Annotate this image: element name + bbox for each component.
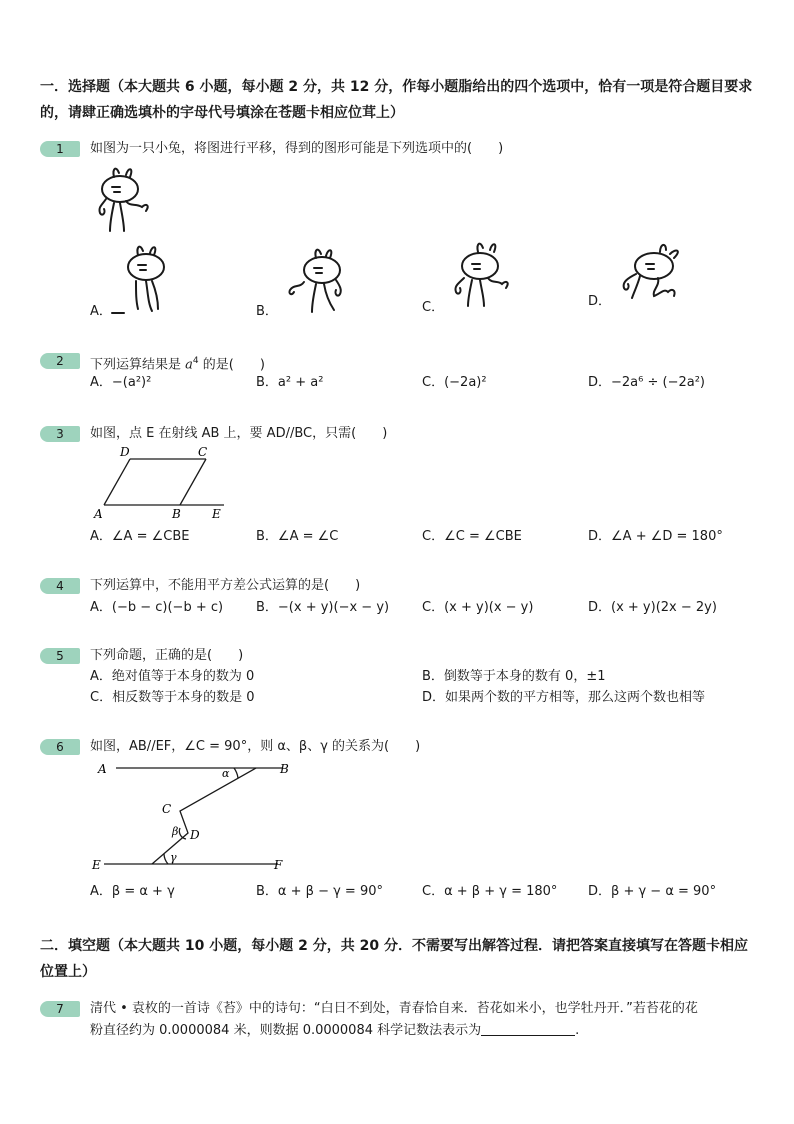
question-1-option-a[interactable]: A．	[90, 304, 112, 319]
figure-6-label-b: B	[280, 762, 289, 776]
figure-6-label-e: E	[92, 858, 101, 872]
question-7-stem-line-1: 清代 • 袁枚的一首诗《苔》中的诗句：“白日不到处，青春恰自来．苔花如米小，也学牡丹开．”若苔花的花	[90, 1001, 698, 1016]
figure-3-label-b: B	[172, 507, 181, 521]
question-3-option-c[interactable]: C．∠C = ∠CBE	[422, 529, 522, 544]
question-7-stem-end: .	[575, 1023, 580, 1038]
question-2-option-b[interactable]: B．a² + a²	[256, 375, 324, 390]
question-number-1: 1	[40, 141, 80, 157]
question-4-option-c[interactable]: C．(x + y)(x − y)	[422, 600, 534, 615]
question-2-option-a[interactable]: A．−(a²)²	[90, 375, 152, 390]
rabbit-option-d-figure	[610, 242, 690, 304]
section-1-title: 一．选择题（本大题共 6 小题，每小题 2 分，共 12 分，作每小题脂给出的四个选项中，恰有一项是符合题目要求的，请肆正确选填朴的宇母代号填涂在苍题卡相应位茸上）	[40, 79, 753, 121]
rabbit-option-b-figure	[282, 244, 352, 316]
question-5-stem: 下列命题，正确的是( )	[90, 648, 244, 663]
question-2-stem-post: 的是( )	[202, 357, 265, 373]
figure-6-label-d: D	[190, 828, 200, 842]
figure-6-label-f: F	[274, 858, 283, 872]
question-5-option-d[interactable]: D．如果两个数的平方相等，那么这两个数也相等	[422, 690, 706, 705]
question-number-5: 5	[40, 648, 80, 664]
section-2-title: 二．填空题（本大题共 10 小题，每小题 2 分，共 20 分．不需要写出解答过程．请把答案直接填写在答题卡相应位置上）	[40, 938, 748, 980]
question-6-stem: 如图，AB//EF，∠C = 90°，则 α、β、γ 的关系为( )	[90, 739, 421, 754]
question-5-option-a[interactable]: A．绝对值等于本身的数为 0	[90, 669, 255, 684]
question-1-stem: 如图为一只小兔，将图进行平移，得到的图形可能是下列选项中的( )	[90, 141, 504, 156]
figure-6-label-gamma: γ	[170, 851, 177, 864]
question-6-option-d[interactable]: D．β + γ − α = 90°	[588, 884, 717, 899]
question-5-option-b[interactable]: B．倒数等于本身的数有 0，±1	[422, 669, 606, 684]
figure-3-label-a: A	[94, 507, 103, 521]
question-2-stem-expr: a	[185, 357, 193, 373]
question-4-option-a[interactable]: A．(−b − c)(−b + c)	[90, 600, 224, 615]
question-number-3: 3	[40, 426, 80, 442]
question-3-option-a[interactable]: A．∠A = ∠CBE	[90, 529, 190, 544]
question-2-option-c[interactable]: C．(−2a)²	[422, 375, 487, 390]
question-3-option-d[interactable]: D．∠A + ∠D = 180°	[588, 529, 723, 544]
rabbit-option-a-figure	[108, 243, 170, 315]
question-number-4: 4	[40, 578, 80, 594]
question-7-stem-text: 粉直径约为 0.0000084 米，则数据 0.0000084 科学记数法表示为	[90, 1023, 482, 1038]
question-6-option-c[interactable]: C．α + β + γ = 180°	[422, 884, 558, 899]
question-1-option-b[interactable]: B．	[256, 304, 278, 319]
question-4-option-b[interactable]: B．−(x + y)(−x − y)	[256, 600, 390, 615]
question-2-stem	[90, 351, 265, 375]
parallelogram-figure	[88, 444, 238, 522]
parallel-lines-figure	[88, 757, 300, 879]
rabbit-original-figure	[90, 163, 160, 235]
question-6-option-b[interactable]: B．α + β − γ = 90°	[256, 884, 383, 899]
figure-6-label-c: C	[162, 802, 172, 816]
question-5-option-c[interactable]: C．相反数等于本身的数是 0	[90, 690, 255, 705]
figure-6-label-alpha: α	[222, 767, 230, 780]
figure-3-label-d: D	[120, 445, 130, 459]
answer-blank[interactable]	[481, 1021, 575, 1036]
question-4-stem: 下列运算中，不能用平方差公式运算的是( )	[90, 578, 361, 593]
question-2-stem-exponent: 4	[192, 356, 199, 366]
question-1-option-c[interactable]: C．	[422, 300, 445, 315]
figure-6-label-a: A	[98, 762, 107, 776]
question-number-7: 7	[40, 1001, 80, 1017]
question-6-option-a[interactable]: A．β = α + γ	[90, 884, 175, 899]
question-2-option-d[interactable]: D．−2a⁶ ÷ (−2a²)	[588, 375, 705, 390]
question-3-stem: 如图，点 E 在射线 AB 上，要 AD//BC，只需( )	[90, 426, 388, 441]
question-number-2: 2	[40, 353, 80, 369]
question-7-stem-line-2	[90, 1021, 579, 1041]
figure-6-label-beta: β	[172, 825, 179, 838]
question-4-option-d[interactable]: D．(x + y)(2x − 2y)	[588, 600, 717, 615]
question-number-6: 6	[40, 739, 80, 755]
figure-3-label-e: E	[212, 507, 221, 521]
question-2-stem-pre: 下列运算结果是	[90, 357, 182, 373]
question-1-option-d[interactable]: D．	[588, 294, 612, 309]
figure-3-label-c: C	[198, 445, 208, 459]
rabbit-option-c-figure	[444, 240, 514, 312]
question-3-option-b[interactable]: B．∠A = ∠C	[256, 529, 339, 544]
